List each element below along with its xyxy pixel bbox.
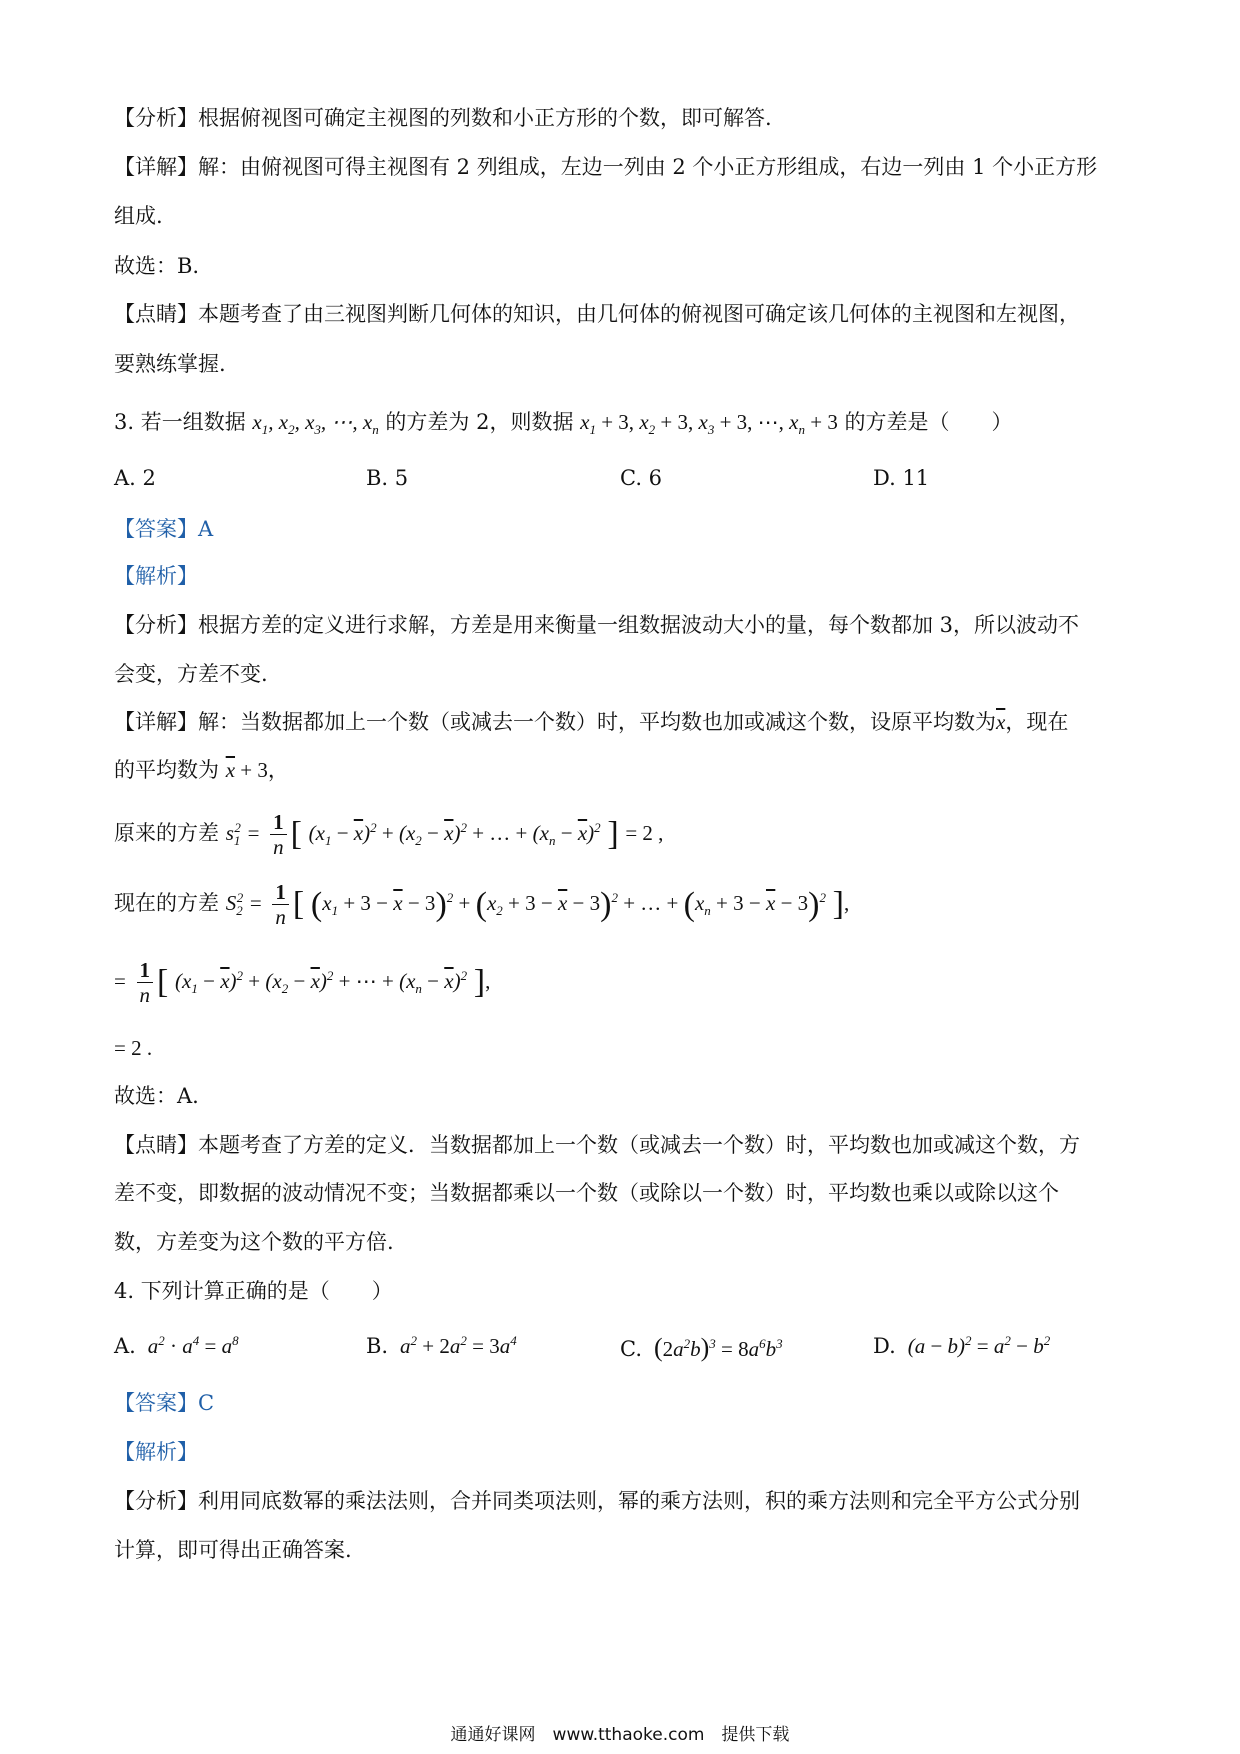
q3-original-variance-eq: 原来的方差 $s_1^2$ = $\frac{1}{n}$ [ $(x_1 - \overline{x})^2 + (x_2 - \overline{x})^2$ + … + $(x_n - \overline{x})^2$ ] = 2 , xyxy=(114,810,664,859)
q3-detail-line1: 【详解】解：当数据都加上一个数（或减去一个数）时，平均数也加或减这个数，设原平均数为$\overline{x}$，现在 xyxy=(114,710,1069,734)
q3-result: = 2 . xyxy=(114,1036,153,1060)
q3-shifted-data-set: $x_1 + 3$, $x_2 + 3$, $x_3 + 3$, ⋯, $x_n + 3$ xyxy=(580,410,838,438)
q4-option-c: C. $(2a^2b)^3 = 8a^6b^3$ xyxy=(620,1333,783,1362)
q3-data-set: $x_1$, $x_2$, $x_3$, ⋯, $x_n$ xyxy=(252,410,379,438)
q2-comment-line1: 【点睛】本题考查了由三视图判断几何体的知识，由几何体的俯视图可确定该几何体的主视图和左视图， xyxy=(114,302,1080,326)
q3-choice: 故选：A. xyxy=(114,1084,199,1108)
q3-comment-line1: 【点睛】本题考查了方差的定义．当数据都加上一个数（或减去一个数）时，平均数也加或减这个数，方 xyxy=(114,1133,1080,1157)
q3-option-c: C. 6 xyxy=(620,466,663,490)
q3-option-d: D. 11 xyxy=(873,466,930,490)
q4-analysis-line2: 计算，即可得出正确答案. xyxy=(114,1538,352,1562)
q3-option-a: A. 2 xyxy=(114,466,156,490)
q3-simplified-variance-eq: = $\frac{1}{n}$ [ $(x_1 - \overline{x})^2 + (x_2 - \overline{x})^2$ + ⋯ + $(x_n - \overline{x})^2$ ], xyxy=(114,958,491,1007)
q3-option-b: B. 5 xyxy=(366,466,409,490)
q3-jiexi-heading: 【解析】 xyxy=(114,564,198,588)
q2-detail-line2: 组成. xyxy=(114,204,163,228)
q2-analysis: 【分析】根据俯视图可确定主视图的列数和小正方形的个数，即可解答. xyxy=(114,106,772,130)
q3-detail-line2: 的平均数为 $\overline{x} + 3$， xyxy=(114,758,289,782)
q3-mean-symbol: $\overline{x}$ xyxy=(996,710,1006,734)
q3-new-variance-eq: 现在的方差 $S_2^2$ = $\frac{1}{n}$ [ $(x_1 + 3 - \overline{x} - 3)^2 + (x_2 + 3 - \overline{x} - 3)^2$ + … + $(x_n + 3 - \overline{x} - 3)^2$ ], xyxy=(114,880,850,929)
q3-stem: 3. 若一组数据 $x_1$, $x_2$, $x_3$, ⋯, $x_n$ 的方差为 2，则数据 $x_1 + 3$, $x_2 + 3$, $x_3 + 3$, ⋯, $x_n + 3$ 的方差是（ ） xyxy=(114,410,1013,438)
q4-option-b: B. $a^2 + 2a^2 = 3a^4$ xyxy=(366,1333,517,1358)
q4-jiexi-heading: 【解析】 xyxy=(114,1440,198,1464)
q3-comment-line3: 数，方差变为这个数的平方倍. xyxy=(114,1230,394,1254)
q3-analysis-line2: 会变，方差不变. xyxy=(114,662,268,686)
q3-analysis-line1: 【分析】根据方差的定义进行求解，方差是用来衡量一组数据波动大小的量，每个数都加 3，所以波动不 xyxy=(114,613,1080,637)
q3-new-mean: $\overline{x} + 3$ xyxy=(225,758,268,782)
q2-detail-line1: 【详解】解：由俯视图可得主视图有 2 列组成，左边一列由 2 个小正方形组成，右边一列由 1 个小正方形 xyxy=(114,155,1098,179)
q3-answer: 【答案】A xyxy=(114,517,214,541)
q2-comment-line2: 要熟练掌握. xyxy=(114,352,226,376)
q4-option-d: D. $(a - b)^2 = a^2 - b^2$ xyxy=(873,1333,1051,1358)
q4-stem: 4. 下列计算正确的是（ ） xyxy=(114,1279,393,1303)
q2-choice: 故选：B. xyxy=(114,254,200,278)
q3-comment-line2: 差不变，即数据的波动情况不变；当数据都乘以一个数（或除以一个数）时，平均数也乘以或除以这个 xyxy=(114,1181,1059,1205)
page-footer: 通通好课网 www.tthaoke.com 提供下载 xyxy=(450,1725,790,1745)
q4-analysis-line1: 【分析】利用同底数幂的乘法法则，合并同类项法则，幂的乘方法则，积的乘方法则和完全平方公式分别 xyxy=(114,1489,1080,1513)
q4-option-a: A. $a^2 \cdot a^4 = a^8$ xyxy=(114,1333,239,1358)
q4-answer: 【答案】C xyxy=(114,1391,215,1415)
